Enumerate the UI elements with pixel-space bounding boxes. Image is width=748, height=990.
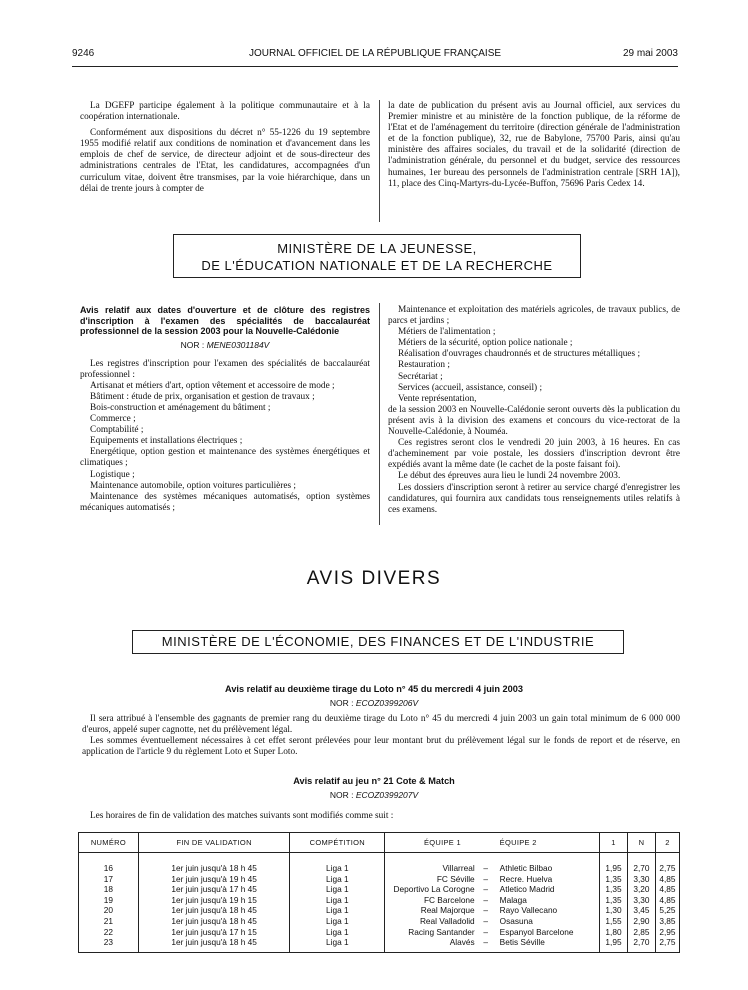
specialty-list bbox=[80, 381, 370, 514]
column-header: COMPÉTITION bbox=[290, 833, 385, 853]
column-header: FIN DE VALIDATION bbox=[138, 833, 290, 853]
table-cell: 1er juin jusqu'à 18 h 45 bbox=[138, 916, 290, 927]
column-header: NUMÉRO bbox=[79, 833, 139, 853]
avis-title: Avis relatif au deuxième tirage du Loto n° 45 du mercredi 4 juin 2003 bbox=[225, 684, 523, 694]
nor-code: ECOZ0399207V bbox=[355, 790, 419, 800]
table-cell bbox=[385, 927, 500, 938]
table-cell: Liga 1 bbox=[290, 916, 385, 927]
team-name: Racing Santander bbox=[408, 926, 475, 937]
table-cell: 3,85 bbox=[655, 916, 679, 927]
table-cell: 2,90 bbox=[627, 916, 655, 927]
avis-cote-match-intro bbox=[82, 811, 680, 822]
table-cell: 2,85 bbox=[627, 927, 655, 938]
table-cell: 2,70 bbox=[627, 853, 655, 874]
table-cell: 20 bbox=[79, 905, 139, 916]
table-cell: 1,35 bbox=[600, 895, 628, 906]
ministry-heading-line1: MINISTÈRE DE LA JEUNESSE, bbox=[277, 241, 477, 256]
page-number: 9246 bbox=[72, 48, 95, 59]
list-item: Métiers de l'alimentation ; bbox=[398, 327, 496, 338]
table-cell: 2,75 bbox=[655, 937, 679, 952]
top-right-column bbox=[388, 101, 680, 190]
column-header: 1 bbox=[600, 833, 628, 853]
team-separator: – bbox=[483, 873, 488, 884]
table-row bbox=[79, 937, 680, 952]
table-cell: 21 bbox=[79, 916, 139, 927]
avis-title: Avis relatif au jeu n° 21 Cote & Match bbox=[293, 776, 455, 786]
table-cell: Recre. Huelva bbox=[500, 874, 600, 885]
column-separator bbox=[379, 100, 380, 222]
avis-body bbox=[388, 405, 680, 516]
header-rule bbox=[72, 66, 678, 67]
table-row bbox=[79, 853, 680, 874]
nor-code: MENE0301184V bbox=[206, 339, 270, 350]
list-item: Logistique ; bbox=[90, 469, 135, 480]
team-name: Alavés bbox=[449, 937, 475, 948]
table-cell bbox=[385, 916, 500, 927]
paragraph: La DGEFP participe également à la politique communautaire et à la coopération internationale. bbox=[80, 101, 370, 123]
table-cell: 1,35 bbox=[600, 874, 628, 885]
nor-label: NOR : bbox=[329, 790, 354, 800]
table-cell: 2,95 bbox=[655, 927, 679, 938]
avis-loto-body bbox=[82, 714, 680, 758]
ministry-heading-box bbox=[173, 234, 581, 278]
journal-title: JOURNAL OFFICIEL DE LA RÉPUBLIQUE FRANÇAISE bbox=[248, 48, 502, 59]
ministry-heading-box bbox=[132, 630, 624, 654]
team-name: Villarreal bbox=[442, 863, 475, 873]
paragraph: Ces registres seront clos le vendredi 20 juin 2003, à 16 heures. En cas d'acheminement par voie postale, les dossiers d'inscription devront être expédiés avant la même date (le cachet de la poste faisant foi). bbox=[388, 438, 680, 471]
column-header: ÉQUIPE 1 bbox=[385, 833, 500, 853]
table-header-row bbox=[79, 833, 680, 853]
table-row bbox=[79, 905, 680, 916]
table-cell: 1,35 bbox=[600, 884, 628, 895]
ministry-heading: MINISTÈRE DE L'ÉCONOMIE, DES FINANCES ET DE L'INDUSTRIE bbox=[161, 634, 595, 649]
table-cell: 2,75 bbox=[655, 853, 679, 874]
table-cell: Espanyol Barcelone bbox=[500, 927, 600, 938]
paragraph: Le début des épreuves aura lieu le lundi 24 novembre 2003. bbox=[398, 471, 621, 482]
table-cell: 18 bbox=[79, 884, 139, 895]
list-item: Maintenance automobile, option voitures particulières ; bbox=[90, 480, 297, 491]
table-cell: 1,95 bbox=[600, 937, 628, 952]
nor-code: ECOZ0399206V bbox=[355, 698, 419, 708]
list-item: Services (accueil, assistance, conseil) ; bbox=[398, 382, 543, 393]
table-cell: 1,80 bbox=[600, 927, 628, 938]
table-body bbox=[79, 853, 680, 953]
section-heading: AVIS DIVERS bbox=[306, 568, 442, 589]
table-cell: Liga 1 bbox=[290, 884, 385, 895]
table-cell bbox=[385, 853, 500, 874]
table-row bbox=[79, 927, 680, 938]
paragraph: Les sommes éventuellement nécessaires à cet effet seront prélevées pour leur montant brut du prélèvement légal sur le fonds de report et de réserve, en application de l'article 9 du règlement Loto et Super Loto. bbox=[82, 736, 680, 757]
paragraph: Il sera attribué à l'ensemble des gagnants de premier rang du deuxième tirage du Loto n° 45 du mercredi 4 juin 2003 un gain total minimum de 6 000 000 d'euros, appelé super cagnotte, net du prélèvement légal. bbox=[82, 714, 680, 735]
table-cell: 1,55 bbox=[600, 916, 628, 927]
table-cell: 5,25 bbox=[655, 905, 679, 916]
paragraph: de la session 2003 en Nouvelle-Calédonie seront ouverts dès la publication du présent avis à la division des examens et concours du vice-rectorat de la Nouvelle-Calédonie, à Nouméa. bbox=[388, 404, 680, 438]
team-separator: – bbox=[483, 926, 488, 937]
nor-reference bbox=[80, 340, 370, 351]
list-item: Equipements et installations électriques ; bbox=[90, 436, 243, 447]
table-cell: 4,85 bbox=[655, 874, 679, 885]
page-header bbox=[72, 48, 678, 64]
issue-date: 29 mai 2003 bbox=[622, 48, 678, 59]
match-table bbox=[78, 832, 680, 953]
table-cell: 1,30 bbox=[600, 905, 628, 916]
column-separator bbox=[379, 303, 380, 525]
nor-label: NOR : bbox=[180, 339, 205, 350]
column-header: ÉQUIPE 2 bbox=[500, 833, 600, 853]
nor-reference bbox=[0, 698, 748, 708]
team-separator: – bbox=[483, 905, 488, 916]
team-separator: – bbox=[483, 884, 488, 895]
table-row bbox=[79, 916, 680, 927]
table-cell: 1er juin jusqu'à 17 h 15 bbox=[138, 927, 290, 938]
paragraph: Les registres d'inscription pour l'examen des spécialités de baccalauréat professionnel : bbox=[80, 358, 370, 380]
table-row bbox=[79, 895, 680, 906]
table-cell: 1er juin jusqu'à 19 h 45 bbox=[138, 874, 290, 885]
table-cell: Malaga bbox=[500, 895, 600, 906]
team-separator: – bbox=[483, 937, 488, 948]
column-header: 2 bbox=[655, 833, 679, 853]
team-name: FC Séville bbox=[436, 873, 475, 884]
table-cell: 17 bbox=[79, 874, 139, 885]
ministry-heading-line2: DE L'ÉDUCATION NATIONALE ET DE LA RECHERCHE bbox=[201, 258, 553, 273]
table-row bbox=[79, 884, 680, 895]
avis-bac-pro-left bbox=[80, 305, 370, 514]
nor-label: NOR : bbox=[329, 698, 354, 708]
table-cell: Liga 1 bbox=[290, 853, 385, 874]
team-separator: – bbox=[483, 863, 488, 873]
list-item: Métiers de la sécurité, option police nationale ; bbox=[398, 338, 573, 349]
list-item: Vente représentation, bbox=[398, 393, 477, 404]
table-cell: Athletic Bilbao bbox=[500, 853, 600, 874]
table-cell: 19 bbox=[79, 895, 139, 906]
team-name: Real Valladolid bbox=[419, 915, 475, 926]
list-item: Artisanat et métiers d'art, option vêtement et accessoire de mode ; bbox=[90, 380, 335, 391]
list-item: Maintenance et exploitation des matériels agricoles, de travaux publics, de parcs et jardins ; bbox=[388, 305, 680, 327]
table-cell: 1er juin jusqu'à 19 h 15 bbox=[138, 895, 290, 906]
paragraph: Les horaires de fin de validation des matches suivants sont modifiés comme suit : bbox=[90, 811, 394, 821]
paragraph: la date de publication du présent avis au Journal officiel, aux services du Premier ministre et au ministère de la fonction publique, de la réforme de l'Etat et de l'aménagement du territoire (direction générale de l'administration et de la fonction publique), 32, rue de Babylone, 75700 Paris, ainsi qu'au ministère des affaires sociales, du travail et de la solidarité (direction de l'administration générale, du personnel et du budget, service des ressources humaines, 1er bureau des personnels de l'administration centrale [SRH 1A]), 11, place des Cinq-Martyrs-du-Lycée-Buffon, 75696 Paris Cedex 14. bbox=[388, 101, 680, 189]
table-cell: Osasuna bbox=[500, 916, 600, 927]
list-item: Réalisation d'ouvrages chaudronnés et de structures métalliques ; bbox=[398, 349, 641, 360]
table-cell: 3,30 bbox=[627, 874, 655, 885]
avis-bac-pro-right bbox=[388, 305, 680, 516]
list-item: Bâtiment : étude de prix, organisation et gestion de travaux ; bbox=[90, 391, 315, 402]
table-cell: 4,85 bbox=[655, 884, 679, 895]
list-item: Bois-construction et aménagement du bâtiment ; bbox=[90, 402, 271, 413]
list-item: Secrétariat ; bbox=[398, 371, 443, 382]
table-cell: 2,70 bbox=[627, 937, 655, 952]
table-cell: 22 bbox=[79, 927, 139, 938]
table-cell: Betis Séville bbox=[500, 937, 600, 952]
table-cell: 1,95 bbox=[600, 853, 628, 874]
table-cell: Liga 1 bbox=[290, 874, 385, 885]
table-cell: Liga 1 bbox=[290, 927, 385, 938]
table-cell: 1er juin jusqu'à 18 h 45 bbox=[138, 905, 290, 916]
table-cell: 16 bbox=[79, 853, 139, 874]
paragraph: Conformément aux dispositions du décret n° 55-1226 du 19 septembre 1955 modifié relatif aux conditions de nomination et d'avancement dans les emplois de chef de service, de directeur adjoint et de sous-directeur des administrations centrales de l'Etat, les candidatures, accompagnées d'un curriculum vitae, doivent être transmises, par la voie hiérarchique, dans un délai de trente jours à compter de bbox=[80, 128, 370, 194]
team-separator: – bbox=[483, 894, 488, 905]
list-item: Commerce ; bbox=[90, 414, 136, 425]
column-header: N bbox=[627, 833, 655, 853]
paragraph: Les dossiers d'inscription seront à retirer au service chargé d'enregistrer les candidatures, qui fournira aux candidats tous renseignements utiles relatifs à ces examens. bbox=[388, 482, 680, 515]
team-name: Real Majorque bbox=[420, 905, 475, 916]
table-cell: 23 bbox=[79, 937, 139, 952]
list-item: Energétique, option gestion et maintenance des systèmes énergétiques et climatiques ; bbox=[80, 447, 370, 469]
table-cell bbox=[385, 905, 500, 916]
table-cell bbox=[385, 874, 500, 885]
top-left-column bbox=[80, 101, 370, 195]
table-cell bbox=[385, 884, 500, 895]
table-cell bbox=[385, 937, 500, 952]
table-cell: Liga 1 bbox=[290, 895, 385, 906]
team-separator: – bbox=[483, 915, 488, 926]
table-cell: Liga 1 bbox=[290, 905, 385, 916]
table-cell: 1er juin jusqu'à 18 h 45 bbox=[138, 937, 290, 952]
team-name: Deportivo La Corogne bbox=[393, 884, 475, 895]
specialty-list bbox=[388, 305, 680, 405]
table-cell: Rayo Vallecano bbox=[500, 905, 600, 916]
table-cell: 3,45 bbox=[627, 905, 655, 916]
table-cell: 3,20 bbox=[627, 884, 655, 895]
list-item: Maintenance des systèmes mécaniques automatisés, option systèmes mécaniques automatisés ; bbox=[80, 491, 370, 513]
list-item: Restauration ; bbox=[398, 360, 450, 371]
table-cell: Liga 1 bbox=[290, 937, 385, 952]
table-cell: 1er juin jusqu'à 17 h 45 bbox=[138, 884, 290, 895]
table-cell: Atletico Madrid bbox=[500, 884, 600, 895]
table-cell: 1er juin jusqu'à 18 h 45 bbox=[138, 853, 290, 874]
table-cell: 3,30 bbox=[627, 895, 655, 906]
table-cell bbox=[385, 895, 500, 906]
nor-reference bbox=[0, 790, 748, 800]
list-item: Comptabilité ; bbox=[90, 425, 144, 436]
table-row bbox=[79, 874, 680, 885]
team-name: FC Barcelone bbox=[423, 894, 475, 905]
avis-title: Avis relatif aux dates d'ouverture et de clôture des registres d'inscription à l'examen des spécialités de baccalauréat professionnel de la session 2003 pour la Nouvelle-Calédonie bbox=[80, 305, 370, 336]
table-cell: 4,85 bbox=[655, 895, 679, 906]
